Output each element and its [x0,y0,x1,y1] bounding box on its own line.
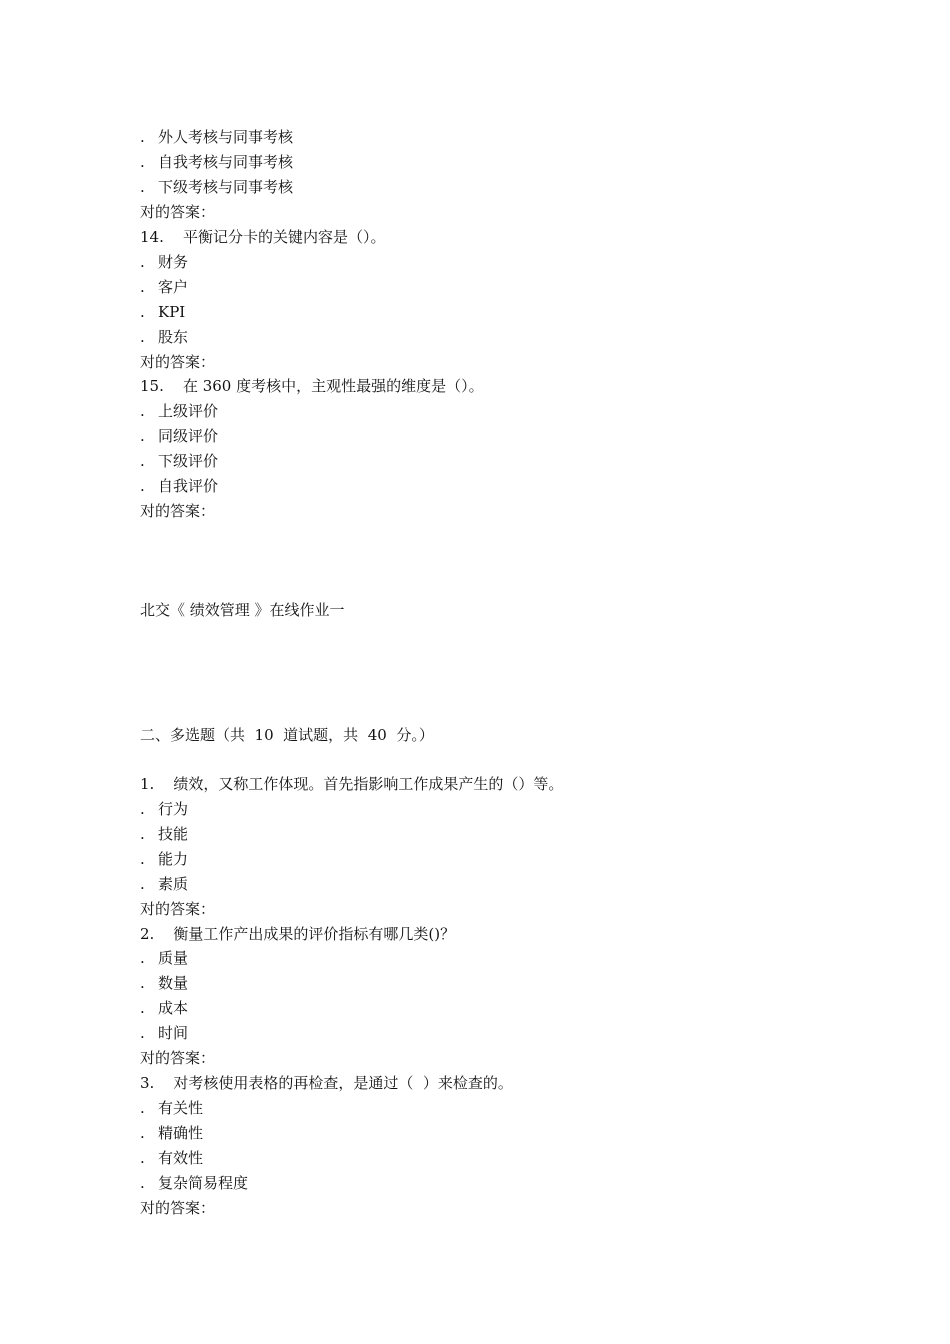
option-line: . 有关性 [140,1099,204,1117]
option-line: . 股东 [140,328,189,346]
question-3: 3. 对考核使用表格的再检查，是通过（ ）来检查的。 [140,1074,513,1092]
answer-label: 对的答案： [140,1199,216,1217]
option-line: . 同级评价 [140,427,219,445]
option-line: . 下级考核与同事考核 [140,178,294,196]
option-line: . 外人考核与同事考核 [140,128,294,146]
option-line: . 自我考核与同事考核 [140,153,294,171]
answer-label: 对的答案： [140,900,216,918]
answer-label: 对的答案： [140,1049,216,1067]
option-line: . 财务 [140,253,189,271]
option-line: . 客户 [140,278,189,296]
section-title: 二、多选题（共 10 道试题，共 40 分。） [140,726,434,744]
option-line: . 数量 [140,974,189,992]
answer-label: 对的答案： [140,203,216,221]
document-heading: 北交《 绩效管理 》在线作业一 [140,601,345,619]
option-line: . 成本 [140,999,189,1017]
question-1: 1. 绩效，又称工作体现。首先指影响工作成果产生的（）等。 [140,775,564,793]
option-line: . 精确性 [140,1124,204,1142]
option-line: . 下级评价 [140,452,219,470]
question-14: 14. 平衡记分卡的关键内容是（）。 [140,228,386,246]
question-2: 2. 衡量工作产出成果的评价指标有哪几类()？ [140,925,456,943]
option-line: . 技能 [140,825,189,843]
option-line: . 质量 [140,949,189,967]
option-line: . 素质 [140,875,189,893]
option-line: . KPI [140,303,186,321]
question-15: 15. 在 360 度考核中，主观性最强的维度是（）。 [140,377,484,395]
option-line: . 行为 [140,800,189,818]
option-line: . 上级评价 [140,402,219,420]
answer-label: 对的答案： [140,502,216,520]
option-line: . 时间 [140,1024,189,1042]
option-line: . 能力 [140,850,189,868]
option-line: . 有效性 [140,1149,204,1167]
answer-label: 对的答案： [140,353,216,371]
option-line: . 自我评价 [140,477,219,495]
option-line: . 复杂简易程度 [140,1174,249,1192]
